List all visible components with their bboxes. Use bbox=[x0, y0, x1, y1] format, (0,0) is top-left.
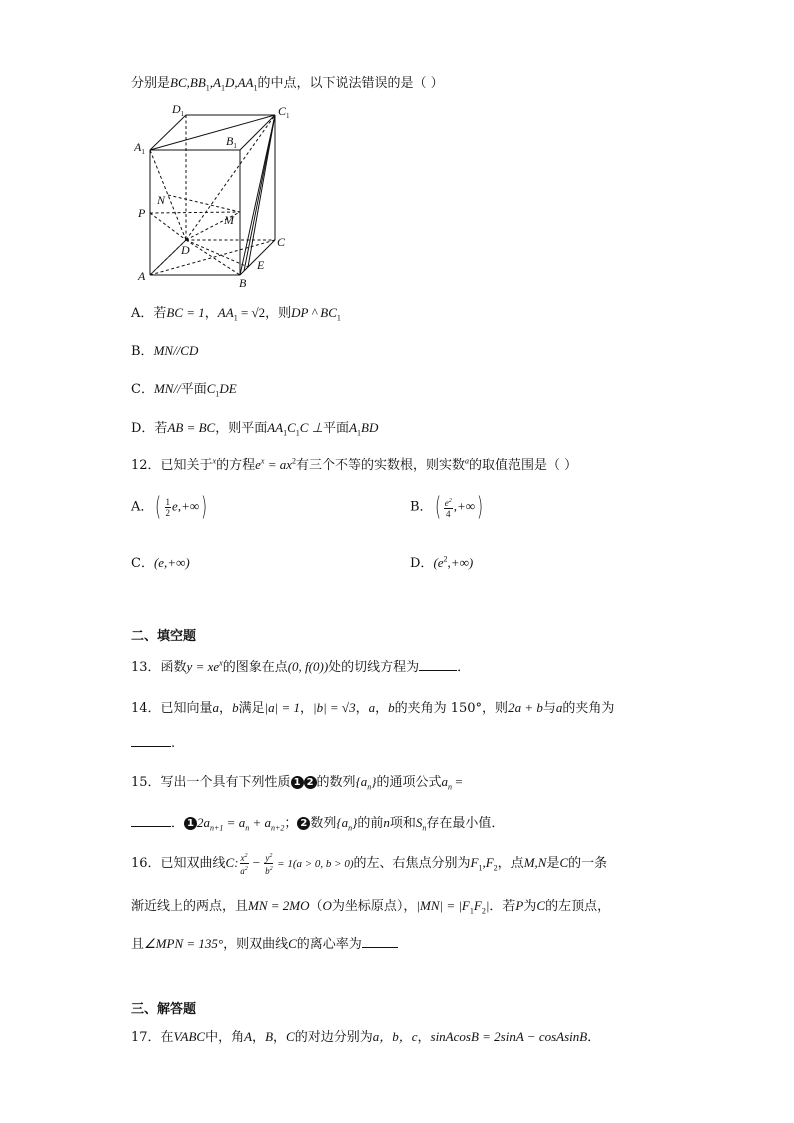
q14: 14．已知向量a，b满足|a| = 1，|b| = √3，a，b的夹角为 150°，则2a + b与a的夹角为 bbox=[131, 700, 615, 716]
section-fill-in: 二、填空题 bbox=[131, 629, 197, 644]
q11-option-a: A．若BC = 1，$AA_1 = √2$，则DP ^ $BC_1$ bbox=[131, 305, 341, 323]
svg-text:A1: $A_1$ bbox=[134, 140, 145, 156]
q13: 13．函数$y = xe^x$的图象在点(0, f(0))处的切线方程为 ． bbox=[131, 658, 471, 675]
q16-line3: 且∠MPN = 135°，则双曲线C的离心率为 bbox=[131, 933, 398, 952]
svg-text:C: C bbox=[277, 235, 286, 249]
q11-option-b: B．MN//CD bbox=[131, 343, 199, 359]
q11-stem: 分别是$BC,BB_1,A_1D,AA_1$的中点，以下说法错误的是（ ） bbox=[131, 75, 444, 93]
svg-text:N: N bbox=[157, 193, 166, 207]
svg-text:B1: $B_1$ bbox=[226, 134, 237, 150]
q12-option-c: C．(e,+∞) bbox=[131, 555, 190, 571]
svg-text:P: P bbox=[138, 206, 146, 220]
q16-line2: 渐近线上的两点，且MN = 2MO（O为坐标原点），$|MN| = |F_1F_2|$．若P为C的左顶点， bbox=[131, 898, 611, 916]
q15: 15．写出一个具有下列性质 1 2 的数列$\{a_n\}$的通项公式$a_n$ = bbox=[131, 774, 463, 792]
q11-option-d: D．若AB = BC，则平面$AA_1C_1C$ ⊥平面$A_1BD$ bbox=[131, 420, 379, 438]
svg-text:E: E bbox=[257, 258, 265, 272]
answer-blank bbox=[419, 659, 457, 671]
q14-answer: . bbox=[131, 735, 175, 751]
prism-figure bbox=[134, 100, 304, 290]
q12-option-b: B．( $\frac{e^2}{4}$ ,+∞) bbox=[410, 492, 484, 522]
answer-blank bbox=[131, 815, 171, 827]
svg-text:B: B bbox=[239, 276, 247, 290]
svg-text:C1: $C_1$ bbox=[278, 104, 290, 120]
q17: 17．在VABC中，角A，B，C的对边分别为a，b，c，sinAcosB = 2sinA − cosAsinB． bbox=[131, 1029, 601, 1045]
svg-text:D1: $D_1$ bbox=[172, 102, 185, 118]
q16-line1: 16．已知双曲线C: $\frac{x^2}{a^2}$ − $\frac{y^2}{b^2}$ = 1(a > 0, b > 0)的左、右焦点分别为$F_1,F_2$，点M,N是C的一条 bbox=[131, 853, 608, 876]
circle-two-icon: 2 bbox=[304, 776, 317, 789]
svg-text:M: M bbox=[224, 213, 234, 227]
svg-text:D: D bbox=[181, 243, 190, 257]
q12-option-d: D．$(e^2,+\infty)$ bbox=[410, 554, 474, 571]
section-solutions: 三、解答题 bbox=[131, 1002, 197, 1017]
q12-stem: 12．已知关于$^x$的方程$e^x = ax^2$有三个不等的实数根，则实数$^a$的取值范围是（ ） bbox=[131, 456, 578, 473]
q12-option-a: A．( $\frac{1}{2}$ e,+∞) bbox=[131, 492, 208, 522]
svg-text:A: A bbox=[138, 269, 146, 283]
q11-option-c: C．MN//平面$C_1DE$ bbox=[131, 381, 237, 399]
answer-blank bbox=[362, 936, 398, 948]
answer-blank bbox=[131, 735, 171, 747]
circle-one-icon: 1 bbox=[291, 776, 304, 789]
q15-line2: ． 1 $2a_{n+1} = a_n + a_{n+2}$； 2 数列$\{a_n\}$的前n项和$S_n$存在最小值． bbox=[131, 812, 504, 833]
